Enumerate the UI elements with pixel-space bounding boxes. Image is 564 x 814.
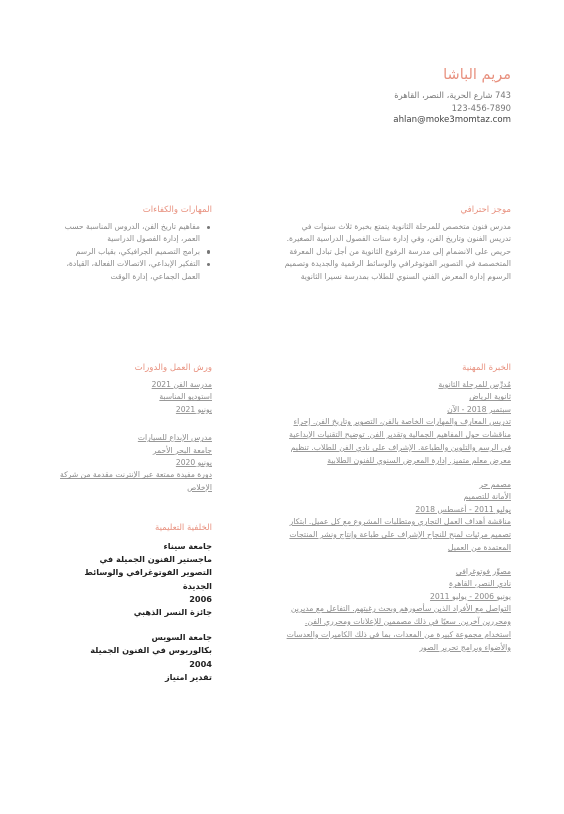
job-entry (281, 379, 511, 468)
workshop-date: يونيو 2020 (175, 458, 212, 468)
skill-item: برامج التصميم الجرافيكي، بقياب الرسم (52, 246, 212, 258)
job-title: مصمم حر (479, 479, 511, 489)
skill-item: مفاهيم تاريخ الفن، الدروس المناسبة حسب العمر، إدارة الفصول الدراسية (52, 221, 212, 246)
award: جائزة النسر الذهبي (133, 607, 212, 618)
job-dates: يونيو 2006 - يوليو 2011 (429, 591, 511, 601)
experience-section (281, 362, 511, 666)
workshop-entry (52, 379, 212, 416)
skills-section (52, 204, 212, 283)
degree: الجديدة (182, 580, 212, 591)
profile-section (281, 204, 511, 283)
job-entry (281, 479, 511, 555)
education-section (52, 522, 212, 696)
profile-title: موجز احترافي (460, 205, 511, 215)
workshop-provider: استوديو المناسبة (159, 392, 212, 402)
skills-title: المهارات والكفاءات (142, 205, 212, 215)
graduation-year: 2004 (189, 658, 212, 669)
degree: بكالوريوس في الفنون الجميلة (90, 645, 212, 656)
workshop-date: يونيو 2021 (175, 404, 212, 414)
candidate-name: مريم الباشا (443, 67, 511, 83)
workshop-name: مدرسة الفن 2021 (151, 380, 212, 389)
education-entry (52, 540, 212, 619)
resume-header (211, 66, 511, 127)
phone: 123-456-7890 (451, 102, 511, 113)
degree: التصوير الفوتوغرافي والوسائط (84, 567, 212, 578)
workshop-description: دورة مفيدة ممتعة عبر الإنترنت مقدمة من شركة الإخلاص (60, 470, 212, 492)
workshops-title: ورش العمل والدورات (134, 363, 212, 373)
experience-title: الخبرة المهنية (462, 363, 511, 373)
job-dates: يوليو 2011 - أغسطس 2018 (415, 504, 511, 514)
job-entry (281, 566, 511, 655)
job-employer: الأمانة للتصميم (463, 492, 511, 502)
email-link[interactable]: ahlan@moke3momtaz.com (393, 115, 511, 126)
job-description: تدريس المعارف والمهارات الخاصة بالفن، التصوير وتاريخ الفن. إجراء مناقشات حول المفاهيم الجمالية وتقدير الفن. توضيح التقنيات الإبداعية في الرسم والتلوين والطباعة. الإشراف على نادي الفن للطلاب. تنظيم معرض معلم متميز. إدارة المعرض السنوي للفنون الطلابية (289, 417, 511, 465)
workshop-entry (52, 432, 212, 494)
award: تقدير امتياز (164, 671, 212, 682)
job-title: مُدرِّس للمرحلة الثانوية (438, 380, 511, 389)
workshop-provider: جامعة البحر الأحمر (152, 445, 212, 455)
school-name: جامعة السويس (151, 632, 212, 643)
education-entry (52, 631, 212, 684)
job-employer: نادي النصر، القاهرة (448, 579, 511, 589)
degree: ماجستير الفنون الجميلة في (99, 554, 212, 565)
workshops-section (52, 362, 212, 504)
skills-list (52, 221, 212, 283)
education-title: الخلفية التعليمية (154, 523, 212, 533)
job-dates: سبتمبر 2018 - الآن (447, 404, 511, 414)
graduation-year: 2006 (189, 593, 212, 604)
skill-item: التفكير الإبداعي، الاتصالات الفعالة، القيادة، العمل الجماعي، إدارة الوقت (52, 258, 212, 283)
job-description: التواصل مع الأفراد الذين سأصورهم وبحث رغبتهم. التفاعل مع مديرين ومحررين آخرين. سعيًا في ذلك مصممين للإعلانات ومحرري الفن. استخدام مجموعة كبيرة من المعدات، بما في ذلك الكاميرات والعدسات والأضواء وبرامج تحرير الصور (286, 604, 511, 652)
job-employer: ثانوية الرياض (469, 392, 511, 402)
address: 743 شارع الحرية، النصر، القاهرة (394, 90, 511, 100)
profile-text: مدرس فنون متخصص للمرحلة الثانوية يتمتع بخبرة ثلاث سنوات في تدريس الفنون وتاريخ الفن، وفي إدارة ستات الفصول الدراسية الصغيرة. حريص على الانضمام إلى مدرسة الرفوع الثانوية من أجل تبادل المعرفة المتخصصة في التصوير الفوتوغرافي والوسائط الرقمية والجديدة وتصميم الرسوم إدارة المعرض الفني السنوي للطلاب بمدرسة نسيرا الثانوية (284, 222, 511, 281)
school-name: جامعة سيناء (163, 541, 212, 551)
job-description: مناقشة أهداف العمل التجاري ومتطلبات المشروع مع كل عميل. ابتكار تصميم مرئيات لمنح للنجاح الإشراف على طباعة وإنتاج ونشر المنتجات المعتمدة من العميل (289, 517, 511, 552)
job-title: مصوِّر فوتوغرافي (455, 566, 511, 576)
workshop-name: مدرس الإبداع للسيارات (137, 433, 212, 443)
